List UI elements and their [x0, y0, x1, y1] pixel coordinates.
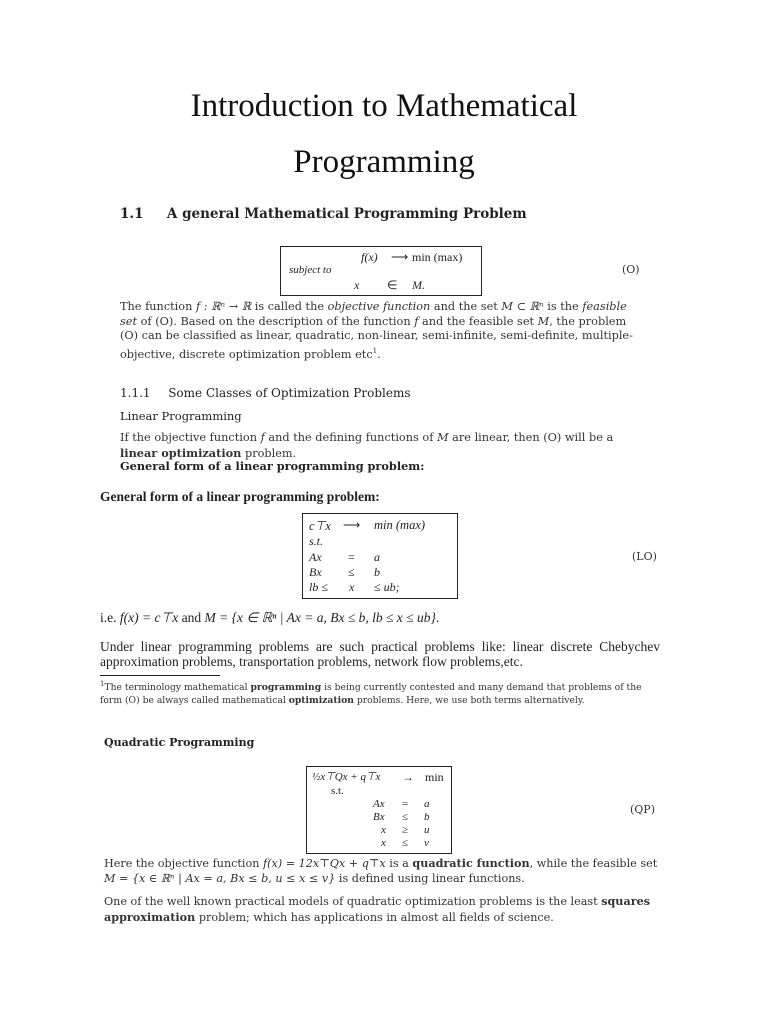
- section-title: A general Mathematical Programming Problem: [166, 206, 527, 222]
- lo-lb: lb ≤: [309, 580, 328, 594]
- qp-math: M = {x ∈ ℝⁿ | Ax = a, Bx ≤ b, u ≤ x ≤ v}: [104, 871, 336, 885]
- qp-math: f(x) = 12x⊤Qx + q⊤x: [263, 857, 386, 870]
- intro-paragraph: [120, 300, 642, 362]
- qp-objective: ½x⊤Qx + q⊤x: [312, 771, 381, 783]
- fn-bold: programming: [250, 682, 322, 694]
- footnote-rule: [100, 675, 220, 676]
- qp-x-upper: x: [381, 837, 386, 849]
- subsection-number: 1.1.1: [120, 386, 151, 400]
- page-title-line1: Introduction to Mathematical: [190, 88, 578, 124]
- linear-paragraph: [120, 431, 642, 461]
- qp-text: is defined using linear functions.: [335, 871, 525, 885]
- lo-a: a: [374, 550, 380, 564]
- qp-a: a: [424, 798, 430, 810]
- section-heading: [120, 206, 527, 222]
- lo-ax: Ax: [309, 550, 322, 564]
- last-paragraph: [104, 894, 660, 925]
- lo-x: x: [349, 580, 355, 594]
- p1-text: The function: [120, 300, 196, 313]
- qp-min: min: [425, 770, 444, 784]
- p1-text: , the problem (O) can be classified as linear, quadratic, non-linear, semi-infinite, semi-definite, multiple-objective, discrete optimization problem etc: [120, 314, 633, 361]
- qp-u: u: [424, 824, 430, 836]
- p1-math: f: [414, 314, 419, 328]
- qp-st: s.t.: [331, 785, 344, 797]
- p1-text: of (O). Based on the description of the function: [137, 314, 415, 328]
- lp-math: f: [260, 431, 265, 444]
- qp-eq: =: [402, 798, 409, 810]
- page-title-line2: Programming: [293, 144, 475, 180]
- o-element-of: ∈: [387, 278, 398, 292]
- o-arrow: ⟶: [391, 250, 409, 264]
- qp-tag: (QP): [630, 803, 656, 816]
- o-objective: f(x): [361, 250, 378, 264]
- qp-bold: quadratic function: [412, 856, 530, 870]
- ie-math: M = {x ∈ ℝⁿ | Ax = a, Bx ≤ b, lb ≤ x ≤ ub}: [204, 610, 436, 625]
- o-variable: x: [354, 278, 360, 292]
- ie-text: and: [178, 610, 205, 625]
- last-text: One of the well known practical models of quadratic optimization problems is the least: [104, 895, 602, 908]
- lp-text: and the defining functions of: [264, 431, 437, 444]
- section-number: 1.1: [120, 206, 144, 222]
- qp-paragraph: [104, 856, 660, 886]
- problem-qp-box: [306, 766, 452, 854]
- p1-text: is called the: [251, 300, 328, 313]
- last-bold: squares approximation: [104, 894, 651, 924]
- p1-emph-objective: objective function: [327, 300, 431, 313]
- p1-emph-feasible: feasible set: [120, 300, 627, 328]
- lo-objective: c⊤x: [309, 519, 331, 533]
- p1-math: M ⊂ ℝⁿ: [501, 300, 544, 313]
- lo-bx: Bx: [309, 565, 322, 579]
- general-form-small: General form of a linear programming problem:: [120, 459, 425, 473]
- lo-tag: (LO): [632, 550, 657, 563]
- subsection-heading: [120, 386, 410, 400]
- linear-programming-heading: Linear Programming: [120, 409, 242, 423]
- qp-leq: ≤: [402, 811, 409, 823]
- o-subject-to: subject to: [289, 264, 332, 276]
- ie-line: [100, 610, 680, 625]
- lp-text: are linear, then (O) will be a: [448, 431, 614, 444]
- problem-lo-box: [302, 513, 458, 599]
- lp-text: problem.: [241, 446, 297, 460]
- last-text: problem; which has applications in almost all fields of science.: [195, 910, 554, 924]
- lo-eq: =: [348, 550, 355, 564]
- o-tag: (O): [622, 263, 640, 276]
- lo-b: b: [374, 565, 380, 579]
- general-form-large: General form of a linear programming problem:: [100, 489, 380, 504]
- lo-leq: ≤: [348, 565, 355, 579]
- footnote-mark: 1: [100, 680, 105, 688]
- p1-text: and the set: [430, 300, 502, 313]
- problem-o-box: [280, 246, 482, 296]
- ie-math: f(x) = c⊤x: [119, 610, 179, 625]
- qp-b: b: [424, 811, 430, 823]
- qp-x-lower: x: [381, 824, 386, 836]
- subsection-title: Some Classes of Optimization Problems: [168, 386, 411, 400]
- p1-math: M: [537, 314, 550, 328]
- o-feasible-set: M.: [412, 278, 425, 292]
- lo-ub: ≤ ub;: [374, 580, 400, 594]
- p1-text: .: [377, 347, 381, 361]
- o-min-max: min (max): [412, 250, 463, 264]
- qp-text: is a: [385, 857, 413, 870]
- lo-arrow: ⟶: [343, 518, 361, 532]
- qp-v: v: [424, 837, 429, 849]
- lp-bold: linear optimization: [120, 445, 242, 460]
- qp-text: Here the objective function: [104, 857, 263, 870]
- lo-min-max: min (max): [374, 518, 426, 532]
- qp-bx: Bx: [373, 811, 385, 823]
- qp-text: , while the feasible set: [529, 857, 658, 870]
- p1-text: and the feasible set: [418, 314, 538, 328]
- fn-text: problems. Here, we use both terms alternatively.: [353, 694, 585, 706]
- qp-leq2: ≤: [402, 837, 409, 849]
- lo-st: s.t.: [309, 534, 324, 548]
- ie-text: i.e.: [100, 610, 120, 625]
- under-lp-paragraph: Under linear programming problems are such practical problems like: linear discrete Chebychev approximation problems, transportation problems, network flow problems,etc.: [100, 639, 660, 669]
- p1-text: is the: [543, 300, 583, 313]
- qp-geq: ≥: [402, 824, 409, 836]
- lp-text: If the objective function: [120, 431, 261, 444]
- footnote-ref: 1: [372, 346, 378, 355]
- ie-text: .: [435, 610, 440, 625]
- qp-arrow: →: [402, 770, 414, 784]
- fn-bold: optimization: [288, 694, 354, 706]
- quadratic-programming-heading: Quadratic Programming: [104, 736, 255, 749]
- fn-text: is being currently contested and many demand that problems of the form (O) be always called mathematical: [100, 682, 642, 706]
- lp-math: M: [436, 431, 449, 444]
- fn-text: The terminology mathematical: [104, 682, 251, 694]
- p1-math: f : ℝⁿ → ℝ: [195, 300, 252, 313]
- footnote: [100, 678, 660, 707]
- qp-ax: Ax: [373, 798, 385, 810]
